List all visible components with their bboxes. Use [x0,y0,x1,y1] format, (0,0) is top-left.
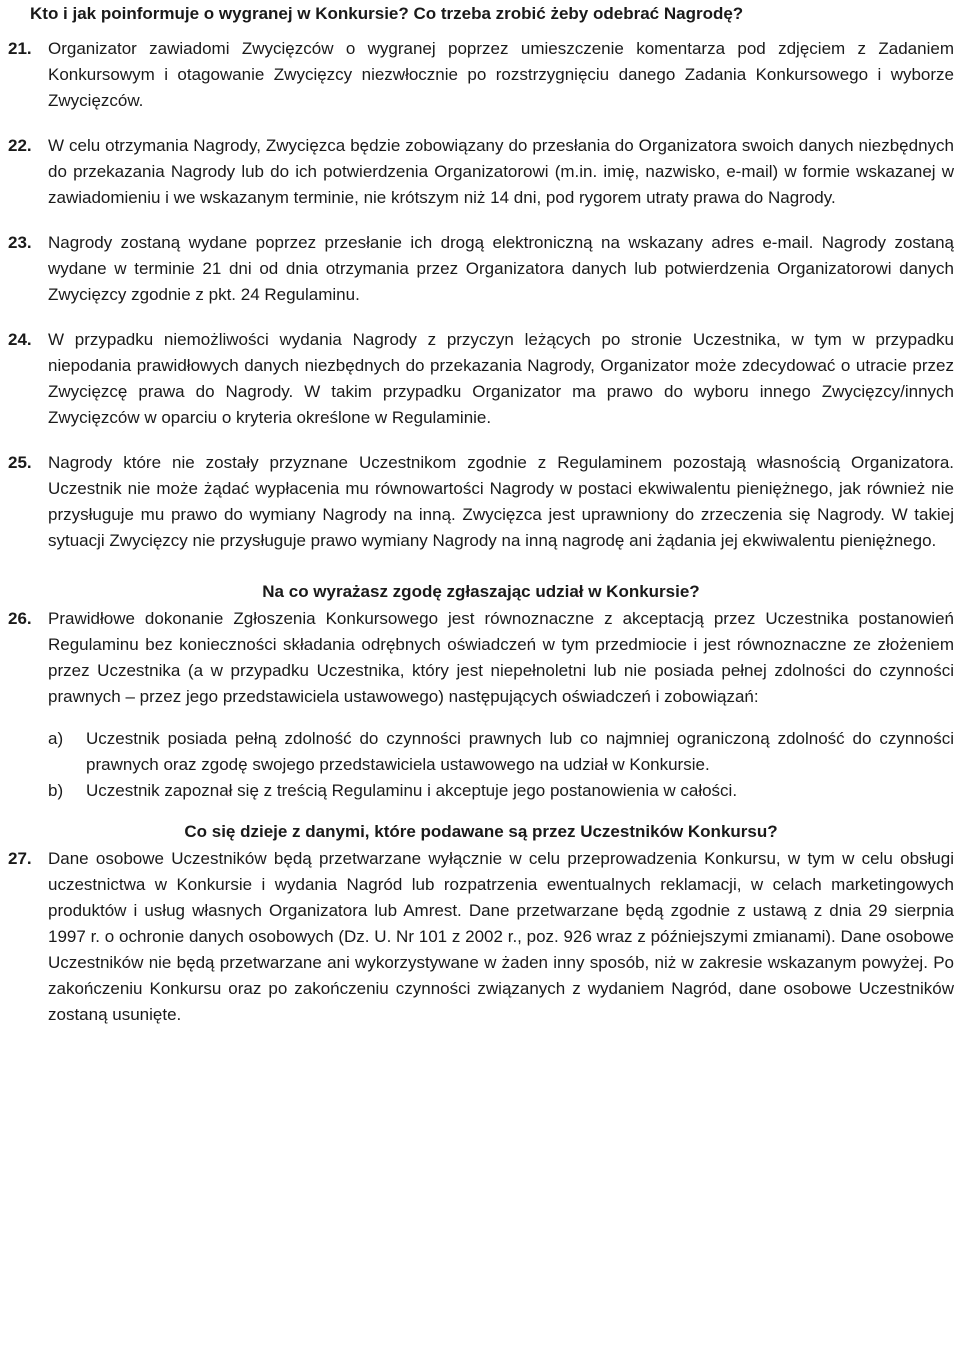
list-item-text: Uczestnik zapoznał się z treścią Regulaminu i akceptuje jego postanowienia w całości. [86,781,738,800]
paragraph-text: W przypadku niemożliwości wydania Nagrody z przyczyn leżących po stronie Uczestnika, w tym w przypadku niepodania prawidłowych danych niezbędnych do przekazania Nagrody, Organizator może zdecydować o utracie przez Zwycięzcę prawa do Nagrody. W takim przypadku Organizator ma prawo do wyboru innego Zwycięzcy/innych Zwycięzców w oparciu o kryteria określone w Regulaminie. [48,330,954,427]
paragraph-27 [8,846,954,1028]
paragraph-number: 25. [8,453,32,472]
list-item-text: Uczestnik posiada pełną zdolność do czynności prawnych lub co najmniej ograniczoną zdolność do czynności prawnych oraz zgodę swojego przedstawiciela ustawowego na udział w Konkursie. [86,729,954,774]
list-item-label: b) [48,781,64,800]
paragraph-number: 21. [8,39,32,58]
paragraph-text: Organizator zawiadomi Zwycięzców o wygranej poprzez umieszczenie komentarza pod zdjęciem z Zadaniem Konkursowym i otagowanie Zwycięzcy niezwłocznie po rozstrzygnięciu danego Zadania Konkursowego i wyborze Zwycięzców. [48,39,954,110]
paragraph-26 [8,606,954,710]
paragraph-number: 26. [8,609,32,628]
paragraph-text: Dane osobowe Uczestników będą przetwarzane wyłącznie w celu przeprowadzenia Konkursu, w tym w celu obsługi uczestnictwa w Konkursie i wydania Nagród lub rozpatrzenia ewentualnych reklamacji, w celach marketingowych produktów i usług własnych Organizatora lub Amrest. Dane przetwarzane będą zgodnie z ustawą z dnia 29 sierpnia 1997 r. o ochronie danych osobowych (Dz. U. Nr 101 z 2002 r., poz. 926 wraz z późniejszymi zmianami). Dane osobowe Uczestników nie będą przetwarzane ani wykorzystywane w żaden inny sposób, niż w zakresie wskazanym powyżej. Po zakończeniu Konkursu oraz po zakończeniu czynności związanych z wydaniem Nagród, dane osobowe Uczestników zostaną usunięte. [48,849,954,1024]
consent-list [8,726,954,804]
list-item [48,726,954,778]
paragraph-number: 24. [8,330,32,349]
section-heading-prize-notification: Kto i jak poinformuje o wygranej w Konkursie? Co trzeba zrobić żeby odebrać Nagrodę? [30,4,744,23]
paragraph-number: 22. [8,136,32,155]
paragraph-24 [8,327,954,431]
paragraph-text: Nagrody które nie zostały przyznane Uczestnikom zgodnie z Regulaminem pozostają własnością Organizatora. Uczestnik nie może żądać wypłacenia mu równowartości Nagrody w postaci ekwiwalentu pieniężnego, jak również nie przysługuje mu prawo do wymiany Nagrody na inną. Zwycięzca jest uprawniony do zrzeczenia się Nagrody. W takiej sytuacji Zwycięzcy nie przysługuje prawo wymiany Nagrody na inną nagrodę ani żądania jej ekwiwalentu pieniężnego. [48,453,954,550]
list-item [48,778,954,804]
section-heading-personal-data: Co się dzieje z danymi, które podawane są przez Uczestników Konkursu? [184,822,778,841]
list-item-label: a) [48,729,64,748]
paragraph-text: W celu otrzymania Nagrody, Zwycięzca będzie zobowiązany do przesłania do Organizatora swoich danych niezbędnych do przekazania Nagrody lub do ich potwierdzenia Organizatorowi (m.in. imię, nazwisko, e-mail) w formie wskazanej w zawiadomieniu i we wskazanym terminie, nie krótszym niż 14 dni, pod rygorem utraty prawa do Nagrody. [48,136,954,207]
paragraph-text: Prawidłowe dokonanie Zgłoszenia Konkursowego jest równoznaczne z akceptacją przez Uczestnika postanowień Regulaminu bez konieczności składania odrębnych oświadczeń w tym przedmiocie i jest równoznaczne ze złożeniem przez Uczestnika (a w przypadku Uczestnika, który jest niepełnoletni lub nie posiada pełnej zdolności do czynności prawnych – przez jego przedstawiciela ustawowego) następujących oświadczeń i zobowiązań: [48,609,954,706]
paragraph-number: 23. [8,233,32,252]
paragraph-text: Nagrody zostaną wydane poprzez przesłanie ich drogą elektroniczną na wskazany adres e-mail. Nagrody zostaną wydane w terminie 21 dni od dnia otrzymania przez Organizatora danych lub potwierdzenia Organizatorowi danych Zwycięzcy zgodnie z pkt. 24 Regulaminu. [48,233,954,304]
paragraph-number: 27. [8,849,32,868]
paragraph-22 [8,133,954,211]
paragraph-23 [8,230,954,308]
section-heading-consent: Na co wyrażasz zgodę zgłaszając udział w Konkursie? [262,582,700,601]
paragraph-21 [8,36,954,114]
paragraph-25 [8,450,954,554]
